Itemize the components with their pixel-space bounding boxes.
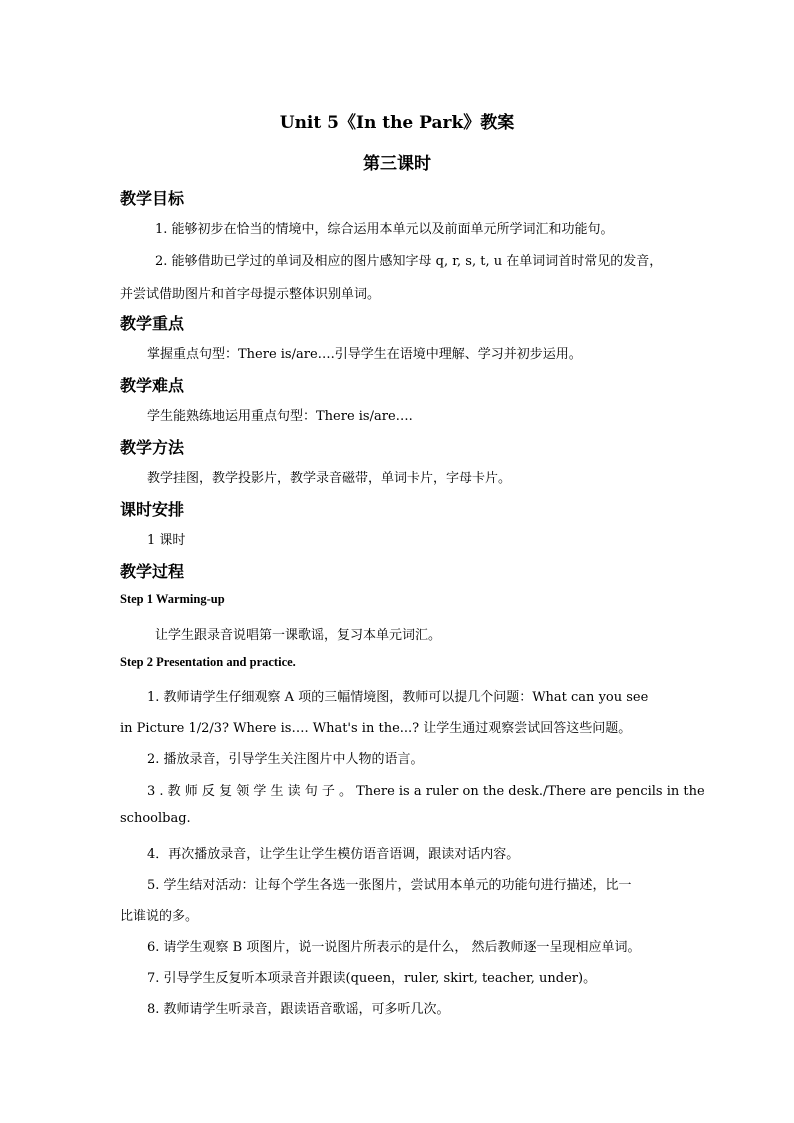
step-2-line: 1. 教师请学生仔细观察 A 项的三幅情境图，教师可以提几个问题：What can you see (147, 690, 649, 705)
step-2-line: 比谁说的多。 (120, 909, 199, 924)
objective-item-2-continued: 并尝试借助图片和首字母提示整体识别单词。 (120, 287, 381, 302)
step-2-line: 8. 教师请学生听录音，跟读语音歌谣，可多听几次。 (147, 1002, 450, 1017)
schedule-heading: 课时安排 (120, 500, 185, 519)
step-2-line: 6. 请学生观察 B 项图片，说一说图片所表示的是什么， 然后教师逐一呈现相应单词。 (147, 940, 641, 955)
document-title: Unit 5《In the Park》教案 (279, 113, 515, 133)
step-1-text: 让学生跟录音说唱第一课歌谣，复习本单元词汇。 (155, 628, 442, 643)
objective-item-1: 1. 能够初步在恰当的情境中，综合运用本单元以及前面单元所学词汇和功能句。 (155, 222, 614, 237)
step-2-line: 5. 学生结对活动：让每个学生各选一张图片，尝试用本单元的功能句进行描述，比一 (147, 878, 632, 893)
document-subtitle: 第三课时 (363, 154, 431, 174)
step-2-line: in Picture 1/2/3? Where is…. What's in the...? 让学生通过观察尝试回答这些问题。 (120, 721, 632, 736)
step-2-line: 3 . 教 师 反 复 领 学 生 读 句 子 。 There is a ruler on the desk./There are pencils in the (147, 784, 705, 799)
step-1-label: Step 1 Warming-up (120, 592, 225, 606)
methods-heading: 教学方法 (120, 438, 185, 457)
step-2-line: schoolbag. (120, 811, 191, 826)
process-heading: 教学过程 (120, 562, 185, 581)
difficulties-text: 学生能熟练地运用重点句型：There is/are…. (147, 409, 413, 424)
step-2-line: 4．再次播放录音，让学生让学生模仿语音语调，跟读对话内容。 (147, 847, 520, 862)
step-2-line: 2. 播放录音，引导学生关注图片中人物的语言。 (147, 752, 424, 767)
step-2-line: 7. 引导学生反复听本项录音并跟读(queen，ruler, skirt, teacher, under)。 (147, 971, 597, 986)
objective-item-2: 2. 能够借助已学过的单词及相应的图片感知字母 q, r, s, t, u 在单词词首时常见的发音， (155, 254, 663, 269)
schedule-text: 1 课时 (147, 533, 186, 548)
objectives-heading: 教学目标 (120, 189, 185, 208)
key-points-heading: 教学重点 (120, 314, 185, 333)
step-2-label: Step 2 Presentation and practice. (120, 655, 296, 669)
key-points-text: 掌握重点句型：There is/are….引导学生在语境中理解、学习并初步运用。 (147, 347, 582, 362)
methods-text: 教学挂图，教学投影片，教学录音磁带，单词卡片，字母卡片。 (147, 471, 512, 486)
difficulties-heading: 教学难点 (120, 376, 185, 395)
